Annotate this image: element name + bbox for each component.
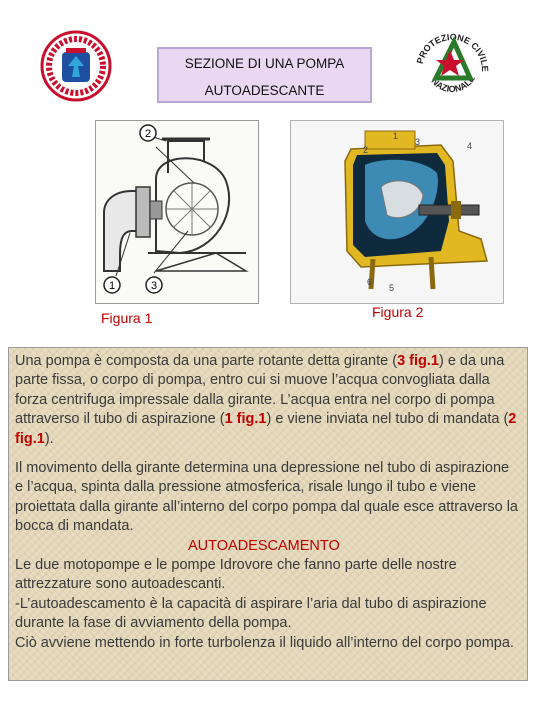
paragraph-pump-composition [15, 352, 521, 449]
svg-text:1: 1 [108, 280, 116, 292]
ref-2-fig1: 2 fig.1 [15, 411, 517, 447]
svg-text:NAZIONALE: NAZIONALE [429, 73, 477, 95]
page-title-line2: AUTOADESCANTE [204, 83, 325, 98]
title-box [157, 47, 372, 103]
callout-6: 6 [367, 277, 373, 287]
section-heading: AUTOADESCAMENTO [188, 537, 340, 554]
text-definition: -L’autoadescamento è la capacità di aspirare l’aria dal tubo di aspirazione durante la fase di avviamento della pompa. [15, 595, 487, 632]
text-segment: ) e da una parte fissa, o corpo di pompa, entro cui si muove l’acqua convogliata dalla forza centrifuga impressale dalla girante. L’acqua entra nel corpo di pompa attraverso il tubo di aspirazione ( [15, 353, 505, 428]
protezione-civile-logo [410, 20, 494, 109]
text-segment: ) e viene inviata nel tubo di mandata ( [266, 411, 509, 428]
text-segment: Una pompa è composta da una parte rotante detta girante ( [15, 353, 398, 369]
club-crest-icon [40, 30, 112, 107]
text-impeller-movement: Il movimento della girante determina una depressione nel tubo di aspirazione e l’acqua, spinta dalla pressione atmosferica, risale lungo il tubo e viene proiettata dalla girante all’interno del corpo pompa dal quale esce attraverso la bocca di mandata. [15, 460, 518, 535]
figure-1-image [95, 120, 259, 304]
text-equipment: Le due motopompe e le pompe Idrovore che fanno parte delle nostre attrezzature sono autoadescanti. [15, 557, 457, 593]
callout-3: 3 [415, 137, 421, 147]
callout-5: 5 [389, 283, 395, 293]
callout-3 [146, 277, 162, 293]
ref-1-fig1: 1 fig.1 [224, 411, 267, 428]
callout-1: 1 [393, 131, 399, 141]
svg-text:3: 3 [150, 280, 158, 292]
callout-2 [140, 125, 156, 141]
svg-text:PROTEZIONE CIVILE: PROTEZIONE CIVILE [414, 31, 491, 72]
paragraph-self-priming [15, 459, 521, 653]
description-panel [8, 347, 528, 681]
callout-1 [104, 277, 120, 293]
figure-2-image [290, 120, 504, 304]
ref-3-fig1: 3 fig.1 [397, 353, 439, 369]
text-turbulence: Ciò avviene mettendo in forte turbolenza il liquido all’interno del corpo pompa. [15, 634, 514, 651]
figure-2-caption: Figura 2 [372, 304, 424, 320]
text-segment: ). [44, 430, 54, 447]
page-title-line1: SEZIONE DI UNA POMPA [184, 56, 345, 71]
callout-4: 4 [467, 141, 473, 151]
callout-2: 2 [363, 145, 369, 155]
svg-text:2: 2 [144, 128, 152, 140]
figure-1-caption: Figura 1 [101, 310, 153, 326]
